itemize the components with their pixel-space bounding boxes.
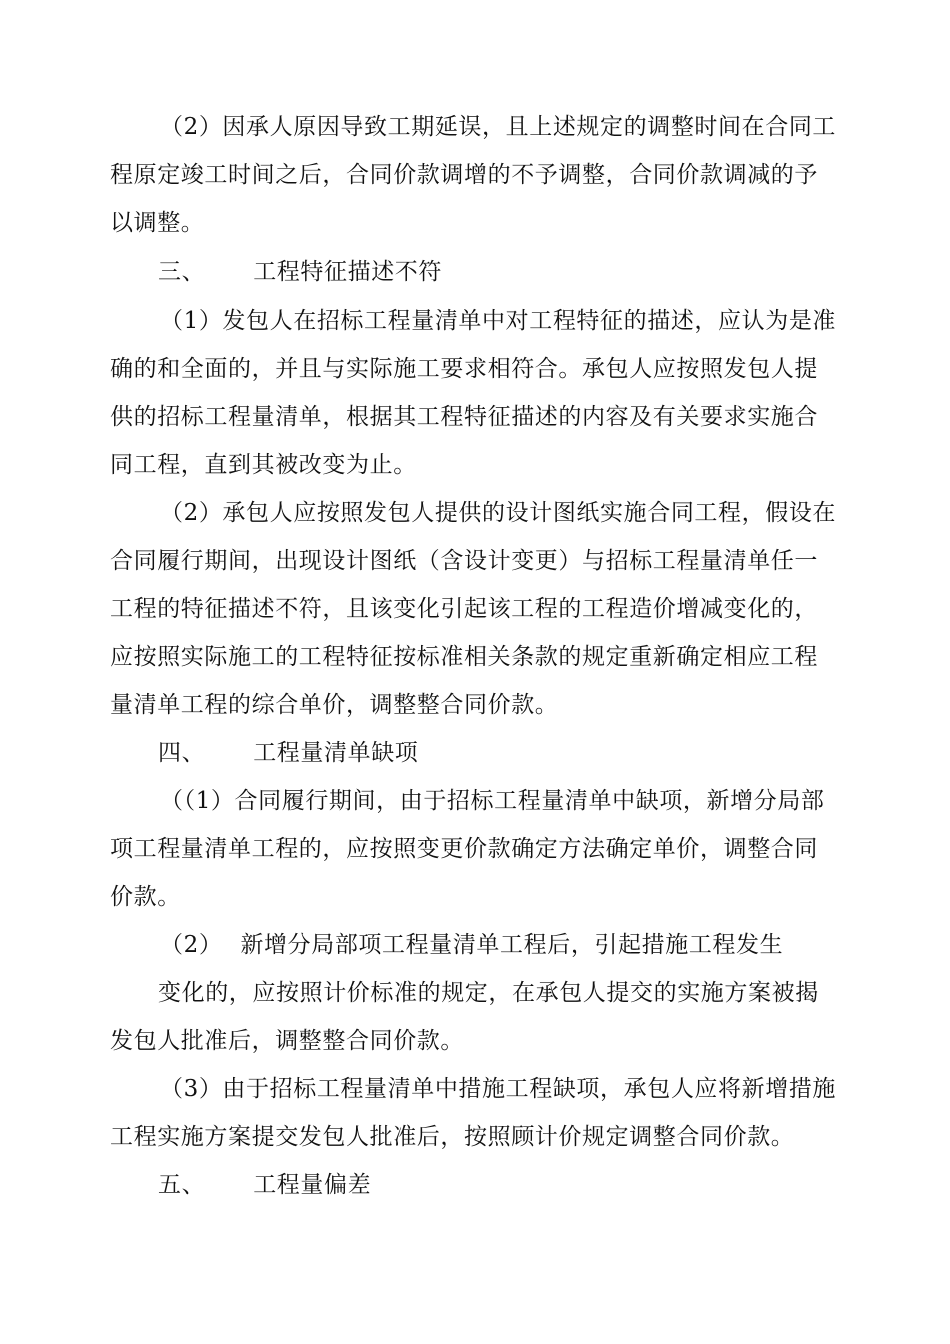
text-line: 价款。 [110, 884, 181, 910]
section-heading [158, 256, 442, 288]
section-heading [158, 737, 418, 769]
text-line: （2）因承人原因导致工期延误，且上述规定的调整时间在合同工 [160, 114, 837, 140]
text-line: 应按照实际施工的工程特征按标准相关条款的规定重新确定相应工程 [110, 644, 818, 670]
item-number: （2） [160, 932, 223, 958]
text-line: （2）承包人应按照发包人提供的设计图纸实施合同工程，假设在 [160, 500, 837, 526]
text-line: 确的和全面的，并且与实际施工要求相符合。承包人应按照发包人提 [110, 356, 818, 382]
section-title: 工程量清单缺项 [253, 740, 419, 766]
section-number: 四、 [158, 740, 206, 766]
text-line: 以调整。 [110, 210, 205, 236]
text-line: 量清单工程的综合单价，调整整合同价款。 [110, 692, 559, 718]
text-line: 发包人批准后，调整整合同价款。 [110, 1028, 464, 1054]
section-title: 工程量偏差 [253, 1172, 372, 1198]
text-line: 变化的，应按照计价标准的规定，在承包人提交的实施方案被揭 [158, 980, 819, 1006]
section-number: 三、 [158, 259, 206, 285]
text-line [160, 929, 783, 961]
section-number: 五、 [158, 1172, 206, 1198]
text-line: 合同履行期间，出现设计图纸（含设计变更）与招标工程量清单任一 [110, 548, 818, 574]
text-line: 工程的特征描述不符，且该变化引起该工程的工程造价增减变化的， [110, 596, 818, 622]
text-line: 项工程量清单工程的，应按照变更价款确定方法确定单价，调整合同 [110, 836, 818, 862]
section-heading [158, 1169, 371, 1201]
item-text: 新增分局部项工程量清单工程后，引起措施工程发生 [240, 932, 784, 958]
text-line: 程原定竣工时间之后，合同价款调增的不予调整，合同价款调减的予 [110, 162, 818, 188]
text-line: （1）发包人在招标工程量清单中对工程特征的描述，应认为是准 [160, 308, 837, 334]
section-title: 工程特征描述不符 [253, 259, 443, 285]
text-line: 同工程，直到其被改变为止。 [110, 452, 417, 478]
text-line: 供的招标工程量清单，根据其工程特征描述的内容及有关要求实施合 [110, 404, 818, 430]
text-line: （（1）合同履行期间，由于招标工程量清单中缺项，新增分局部 [160, 788, 825, 814]
text-line: （3）由于招标工程量清单中措施工程缺项，承包人应将新增措施 [160, 1076, 837, 1102]
text-line: 工程实施方案提交发包人批准后，按照顾计价规定调整合同价款。 [110, 1124, 795, 1150]
